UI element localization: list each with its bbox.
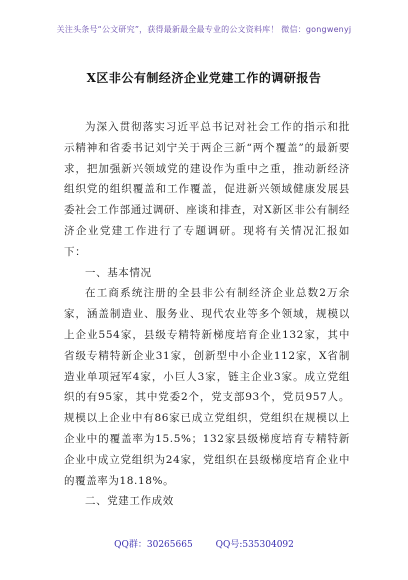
footer-qq-group: QQ群：30265665 (114, 540, 193, 550)
document-title: X区非公有制经济企业党建工作的调研报告 (86, 71, 322, 85)
footer-contact (0, 537, 408, 550)
basic-info-paragraph: 在工商系统注册的全县非公有制经济企业总数2万余家，涵盖制造业、服务业、现代农业等多个领域，规模以上企业554家，县级专精特新梯度培育企业132家，其中省级专精特新企业31家，创新型中小企业112家，X省制造业单项冠军4家，小巨人3家，链主企业3家。成立党组织的有95家，其中党委2个，党支部93个，党员957人。规模以上企业中有86家已成立党组织，党组织在规模以上企业中的覆盖率为15.5%；132家县级梯度培育专精特新企业中成立党组织为24家，党组织在县级梯度培育企业中的覆盖率为18.18%。 (64, 287, 350, 487)
footer-qq-number: QQ号:535304092 (215, 540, 294, 550)
document-body (64, 117, 350, 512)
section-heading-results: 二、党建工作成效 (85, 495, 174, 508)
section-heading-basic: 一、基本情况 (85, 266, 152, 279)
header-banner: 关注头条号“公文研究”，获得最新最全最专业的公文资料库！ 微信：gongwenyj (56, 25, 352, 34)
intro-paragraph: 为深入贯彻落实习近平总书记对社会工作的指示和批示精神和省委书记刘宁关于两企三新“两个覆盖”的最新要求，把加强新兴领域党的建设作为重中之重，推动新经济组织党的组织覆盖和工作覆盖，促进新兴领域健康发展县委社会工作部通过调研、座谈和排查，对X新区非公有制经济企业党建工作进行了专题调研。现将有关情况汇报如下： (64, 121, 350, 258)
